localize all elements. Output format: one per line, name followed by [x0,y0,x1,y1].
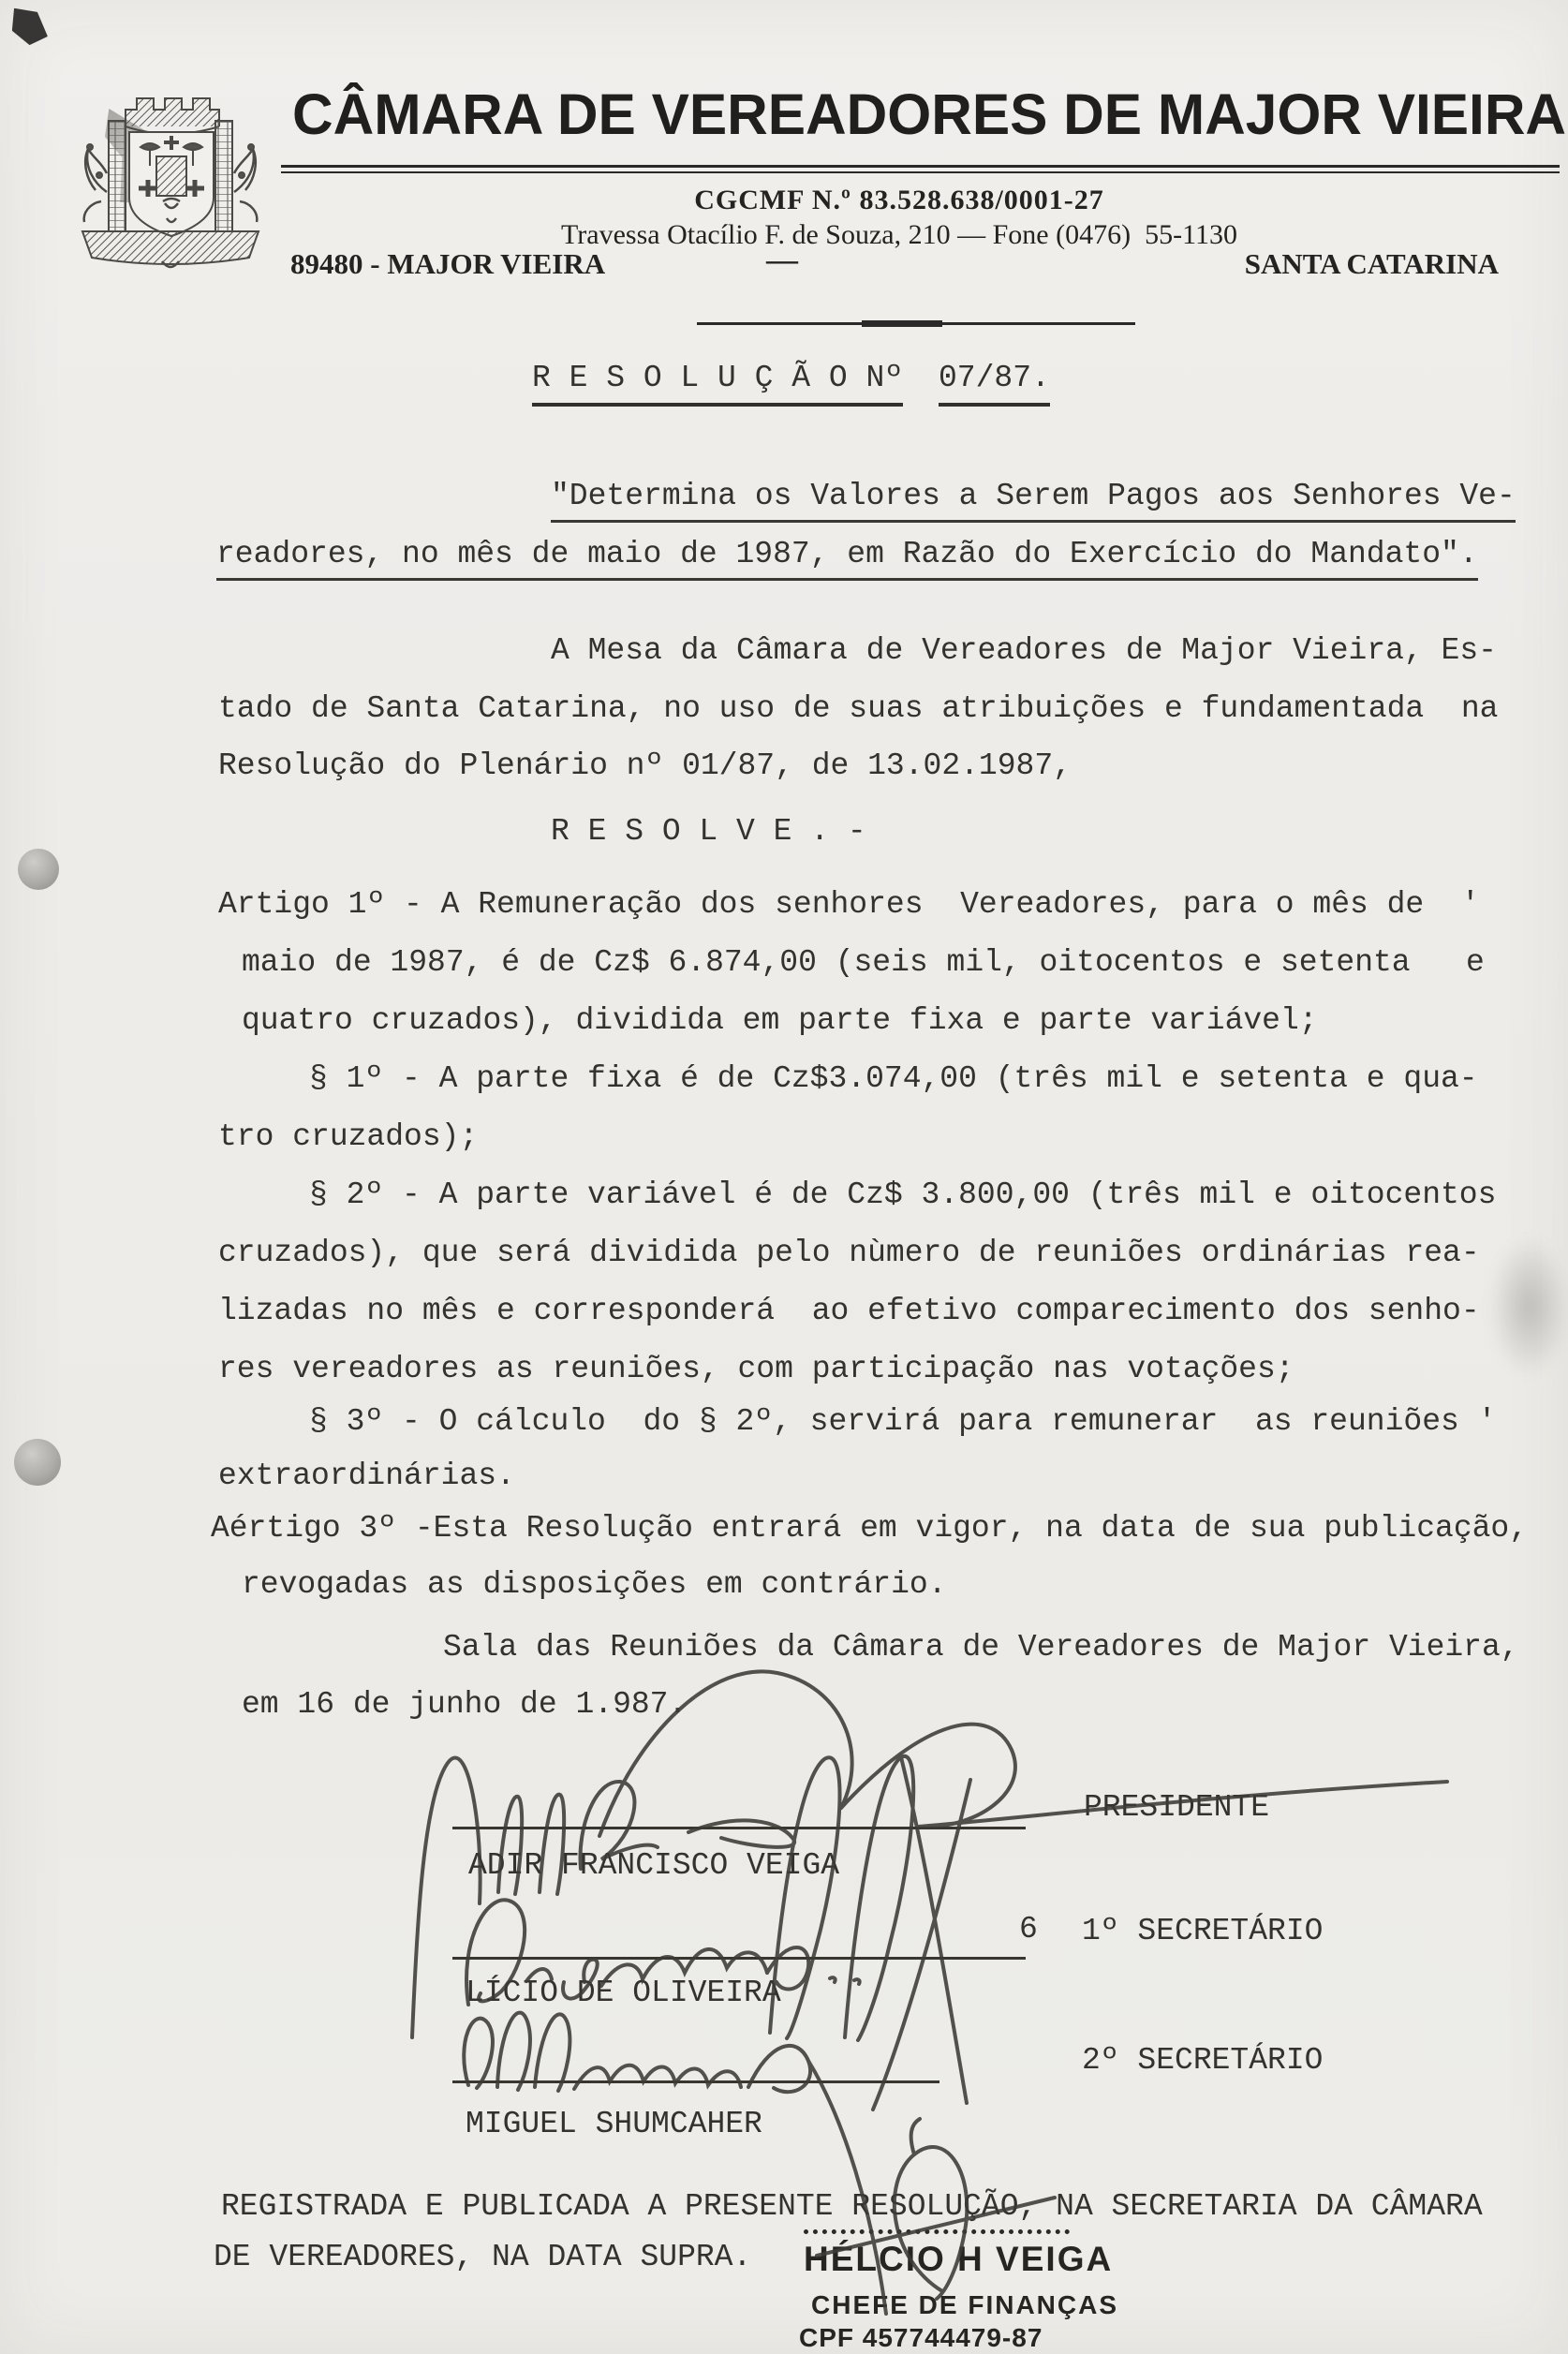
stamp-title: CHEFE DE FINANÇAS [811,2290,1119,2319]
role-president: PRESIDENTE [1084,1790,1270,1825]
body-line: A Mesa da Câmara de Vereadores de Major Vieira, Es- [551,633,1497,668]
body-line: Resolução do Plenário nº 01/87, de 13.02.1987, [218,748,1072,783]
stamp-name: HÉLCIO H VEIGA [804,2240,1114,2278]
stamp-cpf: CPF 457744479-87 [799,2323,1043,2352]
resolution-title-number: 07/87. [939,360,1050,407]
signatory-name-second-secretary: MIGUEL SHUMCAHER [466,2107,762,2141]
cgcmf-line: CGCMF N.º 83.528.638/0001-27 [694,185,1104,215]
body-line: Sala das Reuniões da Câmara de Vereadores de Major Vieira, [443,1630,1519,1665]
body-line: Artigo 1º - A Remuneração dos senhores Vereadores, para o mês de ' [218,887,1480,922]
signature-finance-chief-scribble [817,2119,1055,2299]
body-line: lizadas no mês e corresponderá ao efetivo comparecimento dos senho- [218,1294,1480,1328]
role-first-secretary: 1º SECRETÁRIO [1082,1914,1324,1948]
signature-annotation: 6 [1019,1912,1038,1947]
body-line: cruzados), que será dividida pelo nùmero de reuniões ordinárias rea- [218,1236,1480,1270]
body-line: § 2º - A parte variável é de Cz$ 3.800,00 (três mil e oitocentos [309,1177,1497,1212]
summary-line-1: "Determina os Valores a Serem Pagos aos Senhores Ve- [551,478,1516,523]
body-line: § 3º - O cálculo do § 2º, servirá para remunerar as reuniões ' [309,1404,1497,1439]
body-line: quatro cruzados), dividida em parte fixa e parte variável; [242,1003,1318,1038]
body-line: extraordinárias. [218,1458,515,1493]
body-line: tado de Santa Catarina, no uso de suas atribuições e fundamentada na [218,691,1499,726]
signature-first-secretary-scribble [466,1900,860,2005]
resolution-title-label: R E S O L U Ç Ã O Nº [532,360,903,407]
role-second-secretary: 2º SECRETÁRIO [1082,2043,1324,2078]
summary-line-2: readores, no mês de maio de 1987, em Razão do Exercício do Mandato". [216,536,1478,581]
signatory-name-first-secretary: LÍCIO DE OLIVEIRA [466,1976,781,2010]
org-name: CÂMARA DE VEREADORES DE MAJOR VIEIRA [292,82,1567,146]
state-name: SANTA CATARINA [1244,247,1499,280]
body-line: res vereadores as reuniões, com participação nas votações; [218,1352,1294,1386]
signature-president-scribble [412,1671,1447,2110]
body-line: § 1º - A parte fixa é de Cz$3.074,00 (três mil e setenta e qua- [309,1061,1478,1096]
body-line: maio de 1987, é de Cz$ 6.874,00 (seis mil, oitocentos e setenta e [242,945,1485,980]
body-line: em 16 de junho de 1.987. [242,1687,688,1722]
body-line: revogadas as disposições em contrário. [242,1567,947,1602]
signatory-name-president: ADIR FRANCISCO VEIGA [468,1848,840,1883]
body-line: R E S O L V E . - [551,814,866,849]
body-line: Aértigo 3º -Esta Resolução entrará em vigor, na data de sua publicação, [211,1511,1529,1546]
registration-line-1: REGISTRADA E PUBLICADA A PRESENTE RESOLUÇÃO, NA SECRETARIA DA CÂMARA [221,2189,1483,2224]
signature-second-secretary-scribble [464,2013,886,2314]
registration-line-2: DE VEREADORES, NA DATA SUPRA. [214,2240,752,2274]
address-line: Travessa Otacílio F. de Souza, 210 — Fone (0476) 55-1130 [561,219,1237,250]
body-line: tro cruzados); [218,1119,479,1154]
header-dash: — [766,243,798,277]
postal-city: 89480 - MAJOR VIEIRA [290,247,606,280]
